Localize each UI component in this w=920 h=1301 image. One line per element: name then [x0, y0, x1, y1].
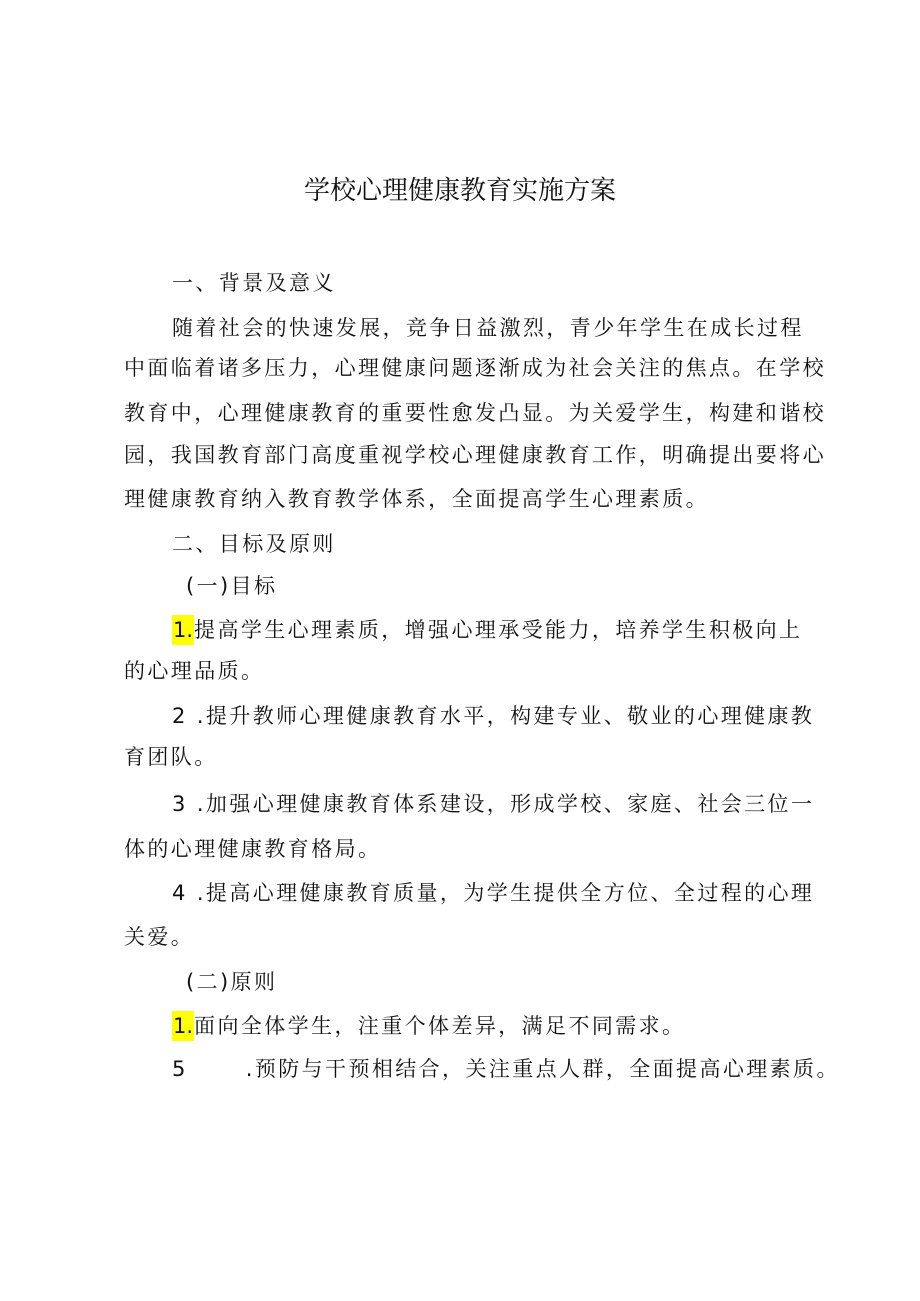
paragraph-line: 园，我国教育部门高度重视学校心理健康教育工作，明确提出要将心 [124, 443, 826, 467]
section-heading-goals-principles: 二、目标及原则 [172, 532, 336, 556]
document-title: 学校心理健康教育实施方案 [303, 176, 616, 206]
goal-text: 提高学生心理素质，增强心理承受能力，培养学生积极向上 [194, 618, 803, 642]
paragraph-line: 教育中，心理健康教育的重要性愈发凸显。为关爱学生，构建和谐校 [124, 401, 826, 425]
goal-number: 2 . [172, 704, 206, 728]
goal-item-2-continued: 育团队。 [124, 745, 218, 769]
goal-item-1 [172, 615, 802, 645]
goal-text: 提升教师心理健康教育水平，构建专业、敬业的心理健康教 [205, 704, 815, 728]
goal-item-4-continued: 关爱。 [124, 925, 195, 949]
section-heading-background: 一、背景及意义 [172, 271, 336, 295]
principle-text: .预防与干预相结合，关注重点人群，全面提高心理素质。 [245, 1057, 840, 1081]
goal-number: 4 . [172, 881, 206, 905]
goal-text: 加强心理健康教育体系建设，形成学校、家庭、社会三位一 [205, 792, 815, 816]
highlighted-number: 1. [172, 615, 194, 645]
principle-text: 面向全体学生，注重个体差异，满足不同需求。 [194, 1014, 686, 1038]
goal-item-3 [172, 789, 814, 819]
subsection-heading-principles: (二)原则 [186, 970, 278, 994]
goal-item-4 [172, 878, 814, 908]
goal-text: 提高心理健康教育质量，为学生提供全方位、全过程的心理 [205, 881, 815, 905]
principle-item-1 [172, 1011, 685, 1041]
principle-number: 5 [172, 1057, 188, 1081]
paragraph-line: 理健康教育纳入教育教学体系，全面提高学生心理素质。 [124, 487, 709, 511]
goal-item-2 [172, 701, 814, 731]
highlighted-number: 1. [172, 1011, 194, 1041]
subsection-heading-goals: (一)目标 [186, 574, 278, 598]
principle-item-2 [172, 1054, 840, 1084]
goal-item-1-continued: 的心理品质。 [124, 659, 265, 683]
paragraph-line: 中面临着诸多压力，心理健康问题逐渐成为社会关注的焦点。在学校 [124, 356, 826, 380]
goal-number: 3 . [172, 792, 206, 816]
goal-item-3-continued: 体的心理健康教育格局。 [124, 837, 382, 861]
paragraph-line: 随着社会的快速发展，竞争日益激烈，青少年学生在成长过程 [172, 316, 804, 340]
